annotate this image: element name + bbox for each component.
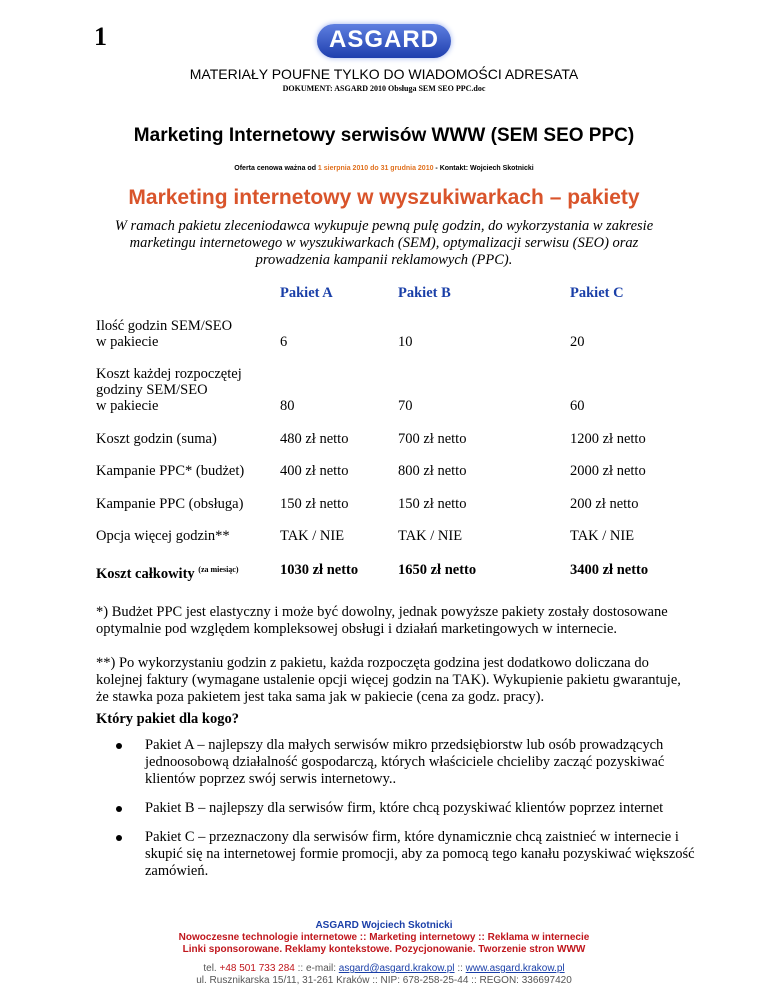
cell-hours-b: 10 xyxy=(398,334,413,350)
footer-contact xyxy=(0,963,768,975)
row-label-more-hours: Opcja więcej godzin** xyxy=(96,528,230,544)
page-footer xyxy=(0,920,768,987)
bullet-icon xyxy=(116,835,122,841)
cell-hours-a: 6 xyxy=(280,334,288,350)
row-label-hours-sum: Koszt godzin (suma) xyxy=(96,431,217,447)
list-item xyxy=(96,800,716,817)
footer-address: ul. Rusznikarska 15/11, 31-261 Kraków :: NIP: 678-258-25-44 :: REGON: 336697420 xyxy=(196,975,572,986)
confidential-notice: MATERIAŁY POUFNE TYLKO DO WIADOMOŚCI ADRESATA xyxy=(189,66,579,82)
section-heading: Marketing internetowy w wyszukiwarkach – pakiety xyxy=(128,186,640,209)
offer-suffix: - Kontakt: Wojciech Skotnicki xyxy=(433,165,534,172)
bullet-icon xyxy=(116,806,122,812)
offer-dates: 1 sierpnia 2010 do 31 grudnia 2010 xyxy=(317,165,434,172)
cell-more-hours-c: TAK / NIE xyxy=(570,528,635,544)
cell-hour-cost-a: 80 xyxy=(280,398,295,414)
cell-ppc-service-c: 200 zł netto xyxy=(570,496,639,512)
footer-slogan-2: Linki sponsorowane. Reklamy kontekstowe. Pozycjonowanie. Tworzenie stron WWW xyxy=(182,944,586,955)
cell-ppc-budget-c: 2000 zł netto xyxy=(570,463,646,479)
total-label-text: Koszt całkowity xyxy=(96,565,195,582)
row-label-total xyxy=(96,562,239,582)
which-package-heading: Który pakiet dla kogo? xyxy=(96,711,239,727)
package-c-text: Pakiet C – przeznaczony dla serwisów firm, które dynamicznie chcą zaistnieć w internecie i skupić się na internetowej formie promocji, aby za pomocą tego kanału pozyskiwać większość zamówień. xyxy=(145,829,695,879)
logo-container xyxy=(0,24,768,58)
page-number: 1 xyxy=(94,22,107,51)
package-b-text: Pakiet B – najlepszy dla serwisów firm, które chcą pozyskiwać klientów poprzez internet xyxy=(145,800,664,816)
bullet-icon xyxy=(116,743,122,749)
cell-ppc-service-b: 150 zł netto xyxy=(398,496,467,512)
cell-hours-sum-b: 700 zł netto xyxy=(398,431,467,447)
cell-hours-c: 20 xyxy=(570,334,585,350)
asgard-logo: ASGARD xyxy=(317,24,451,58)
cell-total-c: 3400 zł netto xyxy=(570,562,649,578)
cell-hours-sum-c: 1200 zł netto xyxy=(570,431,646,447)
cell-ppc-budget-b: 800 zł netto xyxy=(398,463,467,479)
footnote-hours: **) Po wykorzystaniu godzin z pakietu, każda rozpoczęta godzina jest dodatkowo doliczana do kolejnej faktury (wymagane ustalenie opcji więcej godzin na TAK). Wykupienie pakietu gwarantuje, że stawka poza pakietem jest taka sama jak w pakiecie (cena za godz. pracy). xyxy=(96,655,681,705)
footer-slogan-1: Nowoczesne technologie internetowe :: Marketing internetowy :: Reklama w internecie xyxy=(178,932,590,943)
column-header-pakiet-b: Pakiet B xyxy=(398,285,451,301)
intro-paragraph: W ramach pakietu zleceniodawca wykupuje pewną pulę godzin, do wykorzystania w zakresie marketingu internetowego w wyszukiwarkach (SEM), optymalizacji serwisu (SEO) oraz prowadzenia kampanii reklamowych (PPC). xyxy=(114,218,654,268)
contact-separator: :: xyxy=(454,963,466,974)
phone-number: +48 501 733 284 xyxy=(219,963,295,974)
row-label-ppc-budget: Kampanie PPC* (budżet) xyxy=(96,463,245,479)
row-label-hour-cost: Koszt każdej rozpoczętej godziny SEM/SEO w pakiecie xyxy=(96,366,242,414)
cell-hour-cost-c: 60 xyxy=(570,398,585,414)
cell-more-hours-b: TAK / NIE xyxy=(398,528,463,544)
list-item xyxy=(96,829,716,880)
cell-ppc-service-a: 150 zł netto xyxy=(280,496,349,512)
footnote-ppc: *) Budżet PPC jest elastyczny i może być dowolny, jednak powyższe pakiety zostały dostosowane optymalnie pod względem kompleksowej obsługi i działań marketingowych w internecie. xyxy=(96,604,668,637)
cell-more-hours-a: TAK / NIE xyxy=(280,528,345,544)
tel-label: tel. xyxy=(203,963,220,974)
total-label-sup: (za miesiąc) xyxy=(198,565,239,574)
footer-company: ASGARD Wojciech Skotnicki xyxy=(315,920,453,931)
column-header-pakiet-a: Pakiet A xyxy=(280,285,333,301)
offer-validity xyxy=(0,165,768,172)
cell-hour-cost-b: 70 xyxy=(398,398,413,414)
column-header-pakiet-c: Pakiet C xyxy=(570,285,624,301)
website-link[interactable]: www.asgard.krakow.pl xyxy=(465,963,565,974)
row-label-ppc-service: Kampanie PPC (obsługa) xyxy=(96,496,244,512)
list-item xyxy=(96,737,716,788)
cell-hours-sum-a: 480 zł netto xyxy=(280,431,349,447)
cell-ppc-budget-a: 400 zł netto xyxy=(280,463,349,479)
cell-total-a: 1030 zł netto xyxy=(280,562,359,578)
email-link[interactable]: asgard@asgard.krakow.pl xyxy=(338,963,455,974)
package-a-text: Pakiet A – najlepszy dla małych serwisów mikro przedsiębiorstw lub osób prowadzących jednoosobową działalność gospodarczą, których właściciele chcieliby zacząć pozyskiwać klientów poprzez swój serwis internetowy.. xyxy=(145,737,665,787)
package-list xyxy=(96,737,716,892)
row-label-hours: Ilość godzin SEM/SEO w pakiecie xyxy=(96,318,233,350)
cell-total-b: 1650 zł netto xyxy=(398,562,477,578)
document-line: DOKUMENT: ASGARD 2010 Obsługa SEM SEO PPC.doc xyxy=(282,84,486,93)
email-label: :: e-mail: xyxy=(294,963,339,974)
offer-prefix: Oferta cenowa ważna od xyxy=(234,165,318,172)
document-title: Marketing Internetowy serwisów WWW (SEM SEO PPC) xyxy=(133,125,635,146)
